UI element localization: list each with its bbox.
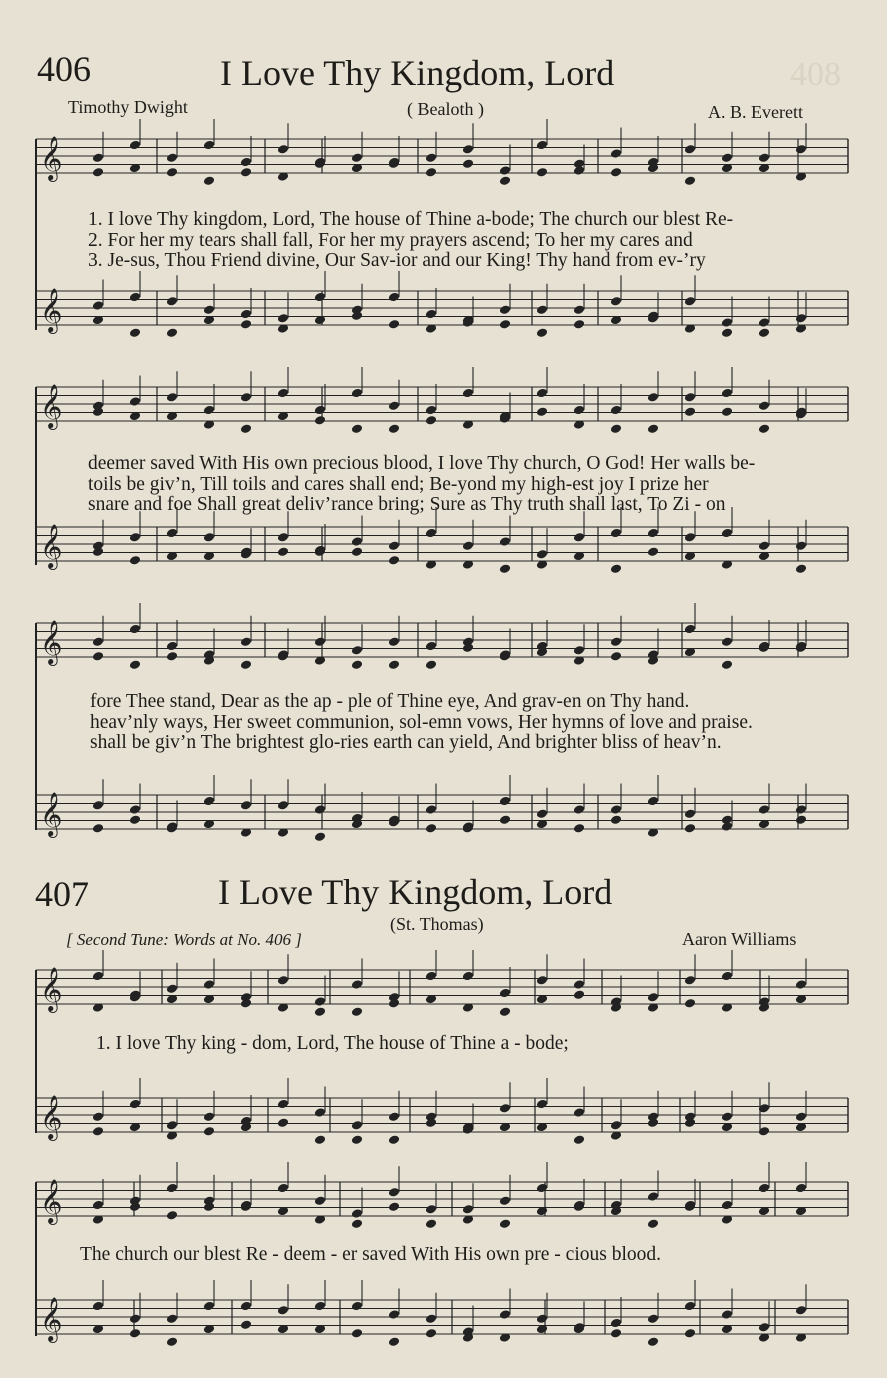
staff-407-2-treble-note xyxy=(388,1187,400,1198)
staff-406-3-bass-note xyxy=(314,804,326,815)
staff-407-2-bass-clef: 𝄞 xyxy=(40,1297,63,1341)
staff-406-2-bass-note xyxy=(166,528,178,539)
staff-407-2-treble-note xyxy=(277,1183,289,1194)
staff-406-2-treble-note xyxy=(351,423,363,434)
staff-407-2-treble-note xyxy=(388,1201,400,1212)
staff-406-3-bass-note xyxy=(203,796,215,807)
staff-406-2-bass-note xyxy=(499,563,511,574)
staff-406-1-bass-note xyxy=(721,327,733,338)
verse-1-line: deemer saved With His own precious blood, I love Thy church, O God! Her walls be- xyxy=(88,453,756,474)
staff-407-1-treble-note xyxy=(573,989,585,1000)
staff-406-3-bass-note xyxy=(684,808,696,819)
staff-406-2-treble-note xyxy=(351,388,363,399)
staff-406-1-bass-note xyxy=(499,304,511,315)
staff-407-2-bass-note xyxy=(314,1301,326,1312)
staff-406-2-treble-note xyxy=(240,392,252,403)
hymn-406-verses-system-2 xyxy=(88,454,755,516)
hymn-406-verses-system-1 xyxy=(88,210,733,272)
staff-406-3-bass-note xyxy=(610,814,622,825)
staff-406-1-treble-note xyxy=(758,152,770,163)
staff-407-1-bass-note xyxy=(203,1126,215,1137)
staff-406-3-treble-note xyxy=(129,624,141,635)
staff-407-2-bass-note xyxy=(388,1309,400,1320)
staff-406-3-treble-note xyxy=(684,624,696,635)
staff-407-1-bass-clef: 𝄞 xyxy=(40,1095,63,1139)
staff-407-2-bass-note xyxy=(425,1328,437,1339)
staff-406-3-bass-note xyxy=(795,804,807,815)
staff-407-1-treble-note xyxy=(351,979,363,990)
staff-407-2-bass-note xyxy=(499,1309,511,1320)
verse-2-line: 2. For her my tears shall fall, For her my prayers ascend; To her my cares and xyxy=(88,229,693,251)
staff-406-3-bass-note xyxy=(684,823,696,834)
staff-406-1-bass-note xyxy=(610,296,622,307)
staff-406-2-bass-note xyxy=(721,528,733,539)
staff-406-3-treble-note xyxy=(166,641,178,652)
staff-406-2-treble-note xyxy=(758,423,770,434)
staff-406-3-bass-note xyxy=(499,814,511,825)
staff-407-2-bass-note xyxy=(647,1336,659,1347)
staff-406-2-treble-note xyxy=(610,423,622,434)
staff-407-1-treble-note xyxy=(684,975,696,986)
staff-407-1-treble-note xyxy=(425,971,437,982)
staff-406-2-bass-note xyxy=(610,563,622,574)
staff-406-3-treble-note xyxy=(314,636,326,647)
staff-406-2-treble-note xyxy=(240,423,252,434)
staff-406-3-treble-note xyxy=(610,636,622,647)
staff-407-1-treble-note xyxy=(684,998,696,1009)
staff-407-2-treble-note xyxy=(721,1200,733,1211)
staff-406-3-bass-note xyxy=(499,796,511,807)
staff-406-1-treble-note xyxy=(721,152,733,163)
hymn-406-verses-system-3 xyxy=(90,692,753,754)
staff-406-3-bass-note xyxy=(758,804,770,815)
staff-406-1-bass-note xyxy=(388,319,400,330)
staff-407-2-bass-note xyxy=(610,1318,622,1329)
staff-406-2-bass-note xyxy=(795,563,807,574)
staff-406-1-bass-note xyxy=(129,327,141,338)
staff-407-1-treble-note xyxy=(203,979,215,990)
staff-406-2-treble-note xyxy=(647,392,659,403)
hymn-406-tune: ( Bealoth ) xyxy=(407,99,484,119)
staff-406-2-treble-note xyxy=(536,406,548,417)
hymn-406-title: I Love Thy Kingdom, Lord xyxy=(220,53,615,93)
staff-406-1-treble-note xyxy=(240,167,252,178)
staff-406-3-bass-note xyxy=(573,823,585,834)
staff-407-1-treble-note xyxy=(499,988,511,999)
staff-407-1-treble-note xyxy=(351,1006,363,1017)
staff-406-3-treble-note xyxy=(92,636,104,647)
staff-406-2-bass-note xyxy=(610,528,622,539)
staff-406-1-treble-note xyxy=(684,175,696,186)
staff-407-1-treble-note xyxy=(462,971,474,982)
staff-406-2-bass-note xyxy=(536,549,548,560)
staff-407-1-treble-note xyxy=(647,992,659,1003)
staff-407-1-bass-note xyxy=(499,1103,511,1114)
staff-407-2-treble-note xyxy=(758,1183,770,1194)
staff-407-2-treble-note xyxy=(351,1218,363,1229)
staff-407-1-bass-note xyxy=(351,1134,363,1145)
staff-407-2-bass-note xyxy=(166,1313,178,1324)
staff-407-2-treble-note xyxy=(92,1200,104,1211)
hymn-406-number: 406 xyxy=(37,49,91,89)
staff-407-1-bass-note xyxy=(351,1120,363,1131)
staff-406-3-bass-note xyxy=(721,814,733,825)
staff-406-2-treble-note xyxy=(166,392,178,403)
staff-406-1-bass-note xyxy=(573,304,585,315)
verse-2-line: toils be giv’n, Till toils and cares shall end; Be-yond my high-est joy I prize her xyxy=(88,473,709,495)
staff-406-3-treble-note xyxy=(388,659,400,670)
staff-406-1-bass-note xyxy=(758,317,770,328)
staff-407-2-treble-note xyxy=(647,1191,659,1202)
staff-407-1-treble-clef: 𝄞 xyxy=(40,967,63,1011)
staff-406-1-bass-note xyxy=(573,319,585,330)
staff-407-2-bass-note xyxy=(795,1305,807,1316)
hymn-407-tune: (St. Thomas) xyxy=(390,914,484,934)
hymn-407-number: 407 xyxy=(35,874,89,914)
staff-406-1-bass-note xyxy=(314,292,326,303)
staff-406-2-treble-note xyxy=(721,406,733,417)
staff-406-2-treble-note xyxy=(129,396,141,407)
staff-406-1-treble-note xyxy=(462,158,474,169)
staff-407-1-bass-note xyxy=(314,1134,326,1145)
staff-406-2-bass-note xyxy=(203,532,215,543)
staff-406-1-bass-note xyxy=(166,296,178,307)
staff-406-2-treble-note xyxy=(462,388,474,399)
staff-407-2-bass-note xyxy=(684,1328,696,1339)
hymn-407-note: [ Second Tune: Words at No. 406 ] xyxy=(66,930,302,949)
staff-407-2-treble-note xyxy=(462,1204,474,1215)
staff-406-1-treble-note xyxy=(129,140,141,151)
staff-406-3-treble-note xyxy=(721,636,733,647)
staff-406-1-treble-note xyxy=(425,167,437,178)
staff-406-3-bass-note xyxy=(425,823,437,834)
staff-407-1-bass-note xyxy=(536,1099,548,1110)
staff-406-3-bass-note xyxy=(610,804,622,815)
staff-406-3-treble-note xyxy=(240,659,252,670)
staff-406-2-treble-note xyxy=(758,400,770,411)
staff-407-2-bass-note xyxy=(240,1301,252,1312)
staff-406-1-treble-note xyxy=(240,157,252,168)
verse-1-line: 1. I love Thy kingdom, Lord, The house of Thine a-bode; The church our blest Re- xyxy=(88,209,734,230)
staff-406-1-treble-note xyxy=(573,158,585,169)
staff-406-2-bass-note xyxy=(388,555,400,566)
verse-2-line: heav’nly ways, Her sweet communion, sol-emn vows, Her hymns of love and praise. xyxy=(90,711,753,733)
staff-407-1-bass-note xyxy=(277,1099,289,1110)
staff-407-1-bass-note xyxy=(92,1126,104,1137)
staff-406-2-bass-note xyxy=(425,528,437,539)
staff-407-1-treble-note xyxy=(277,975,289,986)
staff-406-2-treble-note xyxy=(425,415,437,426)
staff-406-2-bass-note xyxy=(684,532,696,543)
staff-406-2-treble-note xyxy=(314,405,326,416)
staff-406-1-treble-note xyxy=(462,144,474,155)
staff-407-2-treble-note xyxy=(314,1195,326,1206)
verse-3-line: shall be giv’n The brightest glo-ries earth can yield, And brighter bliss of heav’n. xyxy=(90,732,722,753)
bleed-through-number: 408 xyxy=(790,56,841,93)
staff-407-1-bass-note xyxy=(203,1111,215,1122)
staff-406-1-bass-note xyxy=(536,327,548,338)
staff-406-3-bass-note xyxy=(92,800,104,811)
staff-407-2-treble-note xyxy=(425,1204,437,1215)
staff-407-2-bass-note xyxy=(166,1336,178,1347)
staff-406-1-treble-note xyxy=(795,144,807,155)
staff-406-2-bass-note xyxy=(388,540,400,551)
staff-407-2-bass-note xyxy=(92,1301,104,1312)
staff-406-2-treble-note xyxy=(388,400,400,411)
staff-406-3-bass-note xyxy=(277,800,289,811)
staff-406-2-bass-note xyxy=(758,540,770,551)
staff-406-1-bass-note xyxy=(240,319,252,330)
staff-406-2-treble-clef: 𝄞 xyxy=(40,384,63,428)
staff-407-2-treble-note xyxy=(166,1210,178,1221)
staff-406-3-treble-note xyxy=(351,659,363,670)
staff-407-2-treble-note xyxy=(499,1218,511,1229)
staff-407-2-treble-note xyxy=(166,1183,178,1194)
staff-406-1-bass-clef: 𝄞 xyxy=(40,288,63,332)
staff-407-1-treble-note xyxy=(92,971,104,982)
hymn-407-lyric-system-1: 1. I love Thy king - dom, Lord, The house of Thine a - bode; xyxy=(96,1033,569,1054)
staff-406-3-treble-clef: 𝄞 xyxy=(40,620,63,664)
hymn-406-author: Timothy Dwight xyxy=(68,97,188,117)
staff-406-3-treble-note xyxy=(351,645,363,656)
staff-407-2-treble-note xyxy=(795,1183,807,1194)
staff-407-1-treble-note xyxy=(314,1006,326,1017)
staff-406-3-bass-note xyxy=(129,814,141,825)
staff-406-3-bass-note xyxy=(647,796,659,807)
staff-407-1-treble-note xyxy=(166,983,178,994)
staff-406-1-treble-clef: 𝄞 xyxy=(40,136,63,180)
staff-406-1-treble-note xyxy=(536,140,548,151)
staff-406-2-treble-note xyxy=(314,415,326,426)
staff-406-1-bass-note xyxy=(758,327,770,338)
staff-406-3-treble-note xyxy=(425,659,437,670)
staff-407-2-bass-note xyxy=(536,1313,548,1324)
staff-406-1-treble-note xyxy=(425,152,437,163)
staff-406-2-bass-note xyxy=(351,536,363,547)
staff-406-2-bass-note xyxy=(795,540,807,551)
staff-407-1-bass-note xyxy=(388,1111,400,1122)
staff-406-2-treble-note xyxy=(425,405,437,416)
staff-406-1-bass-note xyxy=(499,319,511,330)
staff-407-1-treble-note xyxy=(795,979,807,990)
staff-406-3-bass-note xyxy=(425,804,437,815)
staff-406-2-treble-note xyxy=(610,405,622,416)
staff-406-2-treble-note xyxy=(203,405,215,416)
staff-407-2-bass-note xyxy=(425,1313,437,1324)
hymn-407-lyric-system-2: The church our blest Re - deem - er saved With His own pre - cious blood. xyxy=(80,1244,661,1265)
staff-407-2-bass-note xyxy=(351,1328,363,1339)
staff-406-3-bass-note xyxy=(240,800,252,811)
staff-406-1-treble-note xyxy=(351,152,363,163)
staff-406-2-treble-note xyxy=(684,392,696,403)
staff-406-1-treble-note xyxy=(92,167,104,178)
staff-407-2-treble-note xyxy=(499,1195,511,1206)
staff-406-2-bass-note xyxy=(462,540,474,551)
staff-407-2-bass-note xyxy=(129,1328,141,1339)
staff-406-3-bass-note xyxy=(536,808,548,819)
staff-406-3-treble-note xyxy=(240,636,252,647)
staff-406-3-treble-note xyxy=(573,645,585,656)
staff-407-1-bass-note xyxy=(92,1111,104,1122)
hymn-407-title: I Love Thy Kingdom, Lord xyxy=(218,872,613,912)
staff-406-3-treble-note xyxy=(129,659,141,670)
staff-406-1-treble-note xyxy=(92,152,104,163)
staff-406-2-bass-note xyxy=(647,546,659,557)
staff-406-1-treble-note xyxy=(684,144,696,155)
staff-406-1-bass-note xyxy=(425,309,437,320)
staff-406-2-treble-note xyxy=(573,405,585,416)
staff-406-3-bass-note xyxy=(573,804,585,815)
staff-406-2-treble-note xyxy=(684,406,696,417)
staff-407-1-treble-note xyxy=(536,975,548,986)
staff-406-2-bass-note xyxy=(277,532,289,543)
staff-406-3-treble-note xyxy=(388,636,400,647)
staff-406-1-bass-note xyxy=(277,313,289,324)
staff-406-1-bass-note xyxy=(388,292,400,303)
staff-407-1-bass-note xyxy=(573,1107,585,1118)
staff-406-2-bass-clef: 𝄞 xyxy=(40,524,63,568)
staff-406-2-bass-note xyxy=(499,536,511,547)
staff-407-1-bass-note xyxy=(388,1134,400,1145)
hymn-406-composer: A. B. Everett xyxy=(708,102,803,122)
staff-406-3-treble-note xyxy=(425,641,437,652)
staff-406-3-bass-note xyxy=(314,831,326,842)
staff-406-1-bass-note xyxy=(795,313,807,324)
staff-407-1-bass-note xyxy=(721,1111,733,1122)
staff-407-2-bass-note xyxy=(203,1301,215,1312)
staff-406-1-bass-note xyxy=(92,300,104,311)
staff-407-1-treble-note xyxy=(573,979,585,990)
staff-407-2-treble-note xyxy=(647,1218,659,1229)
hymn-407-composer: Aaron Williams xyxy=(682,929,797,949)
staff-407-2-bass-note xyxy=(351,1301,363,1312)
staff-406-2-bass-note xyxy=(647,528,659,539)
staff-406-1-treble-note xyxy=(499,165,511,176)
staff-407-2-bass-note xyxy=(240,1319,252,1330)
staff-407-2-bass-note xyxy=(647,1313,659,1324)
staff-406-2-treble-note xyxy=(647,423,659,434)
staff-406-1-treble-note xyxy=(166,167,178,178)
staff-406-3-treble-note xyxy=(610,651,622,662)
staff-406-1-bass-note xyxy=(166,327,178,338)
staff-406-3-treble-note xyxy=(166,651,178,662)
staff-406-2-treble-note xyxy=(388,423,400,434)
staff-406-3-bass-note xyxy=(795,814,807,825)
staff-406-1-bass-note xyxy=(684,296,696,307)
staff-407-1-bass-note xyxy=(573,1134,585,1145)
staff-407-1-bass-note xyxy=(277,1117,289,1128)
staff-406-2-bass-note xyxy=(573,532,585,543)
staff-406-1-bass-note xyxy=(129,292,141,303)
staff-406-3-treble-note xyxy=(92,651,104,662)
staff-406-2-bass-note xyxy=(129,555,141,566)
staff-406-1-treble-note xyxy=(610,148,622,159)
staff-406-1-treble-note xyxy=(610,167,622,178)
staff-406-2-bass-note xyxy=(129,532,141,543)
staff-407-1-treble-note xyxy=(499,1006,511,1017)
staff-406-2-treble-note xyxy=(277,388,289,399)
staff-407-2-bass-note xyxy=(721,1309,733,1320)
staff-406-1-treble-note xyxy=(536,167,548,178)
verse-3-line: snare and foe Shall great deliv’rance bring; Sure as Thy truth shall last, To Zi - on xyxy=(88,494,726,515)
verse-3-line: 3. Je-sus, Thou Friend divine, Our Sav-ior and our King! Thy hand from ev-’ry xyxy=(88,250,706,271)
staff-406-1-treble-note xyxy=(203,175,215,186)
verse-1-line: fore Thee stand, Dear as the ap - ple of Thine eye, And grav-en on Thy hand. xyxy=(90,691,690,712)
staff-407-1-bass-note xyxy=(795,1111,807,1122)
staff-407-1-bass-note xyxy=(314,1107,326,1118)
staff-407-1-treble-note xyxy=(721,971,733,982)
staff-407-2-bass-note xyxy=(758,1322,770,1333)
staff-407-2-treble-note xyxy=(351,1208,363,1219)
staff-406-1-treble-note xyxy=(277,144,289,155)
staff-406-1-treble-note xyxy=(166,152,178,163)
staff-407-1-bass-note xyxy=(129,1099,141,1110)
staff-406-1-bass-note xyxy=(203,304,215,315)
staff-406-2-bass-note xyxy=(277,546,289,557)
staff-407-2-treble-clef: 𝄞 xyxy=(40,1179,63,1223)
staff-406-3-bass-note xyxy=(92,823,104,834)
staff-406-1-treble-note xyxy=(499,175,511,186)
staff-407-1-treble-note xyxy=(314,996,326,1007)
staff-406-1-bass-note xyxy=(240,309,252,320)
staff-407-2-bass-note xyxy=(277,1305,289,1316)
staff-406-1-bass-note xyxy=(536,304,548,315)
staff-407-1-bass-note xyxy=(166,1120,178,1131)
staff-407-2-bass-note xyxy=(388,1336,400,1347)
staff-406-2-bass-note xyxy=(351,546,363,557)
staff-406-3-bass-clef: 𝄞 xyxy=(40,792,63,836)
staff-406-2-treble-note xyxy=(721,388,733,399)
staff-407-2-bass-note xyxy=(129,1313,141,1324)
staff-406-3-treble-note xyxy=(721,659,733,670)
staff-406-2-treble-note xyxy=(536,388,548,399)
staff-406-1-bass-note xyxy=(721,317,733,328)
staff-407-2-treble-note xyxy=(425,1218,437,1229)
staff-407-2-treble-note xyxy=(536,1183,548,1194)
staff-406-1-treble-note xyxy=(203,140,215,151)
staff-407-2-bass-note xyxy=(610,1328,622,1339)
staff-407-2-bass-note xyxy=(684,1301,696,1312)
staff-406-3-bass-note xyxy=(129,804,141,815)
staff-407-1-bass-note xyxy=(610,1120,622,1131)
